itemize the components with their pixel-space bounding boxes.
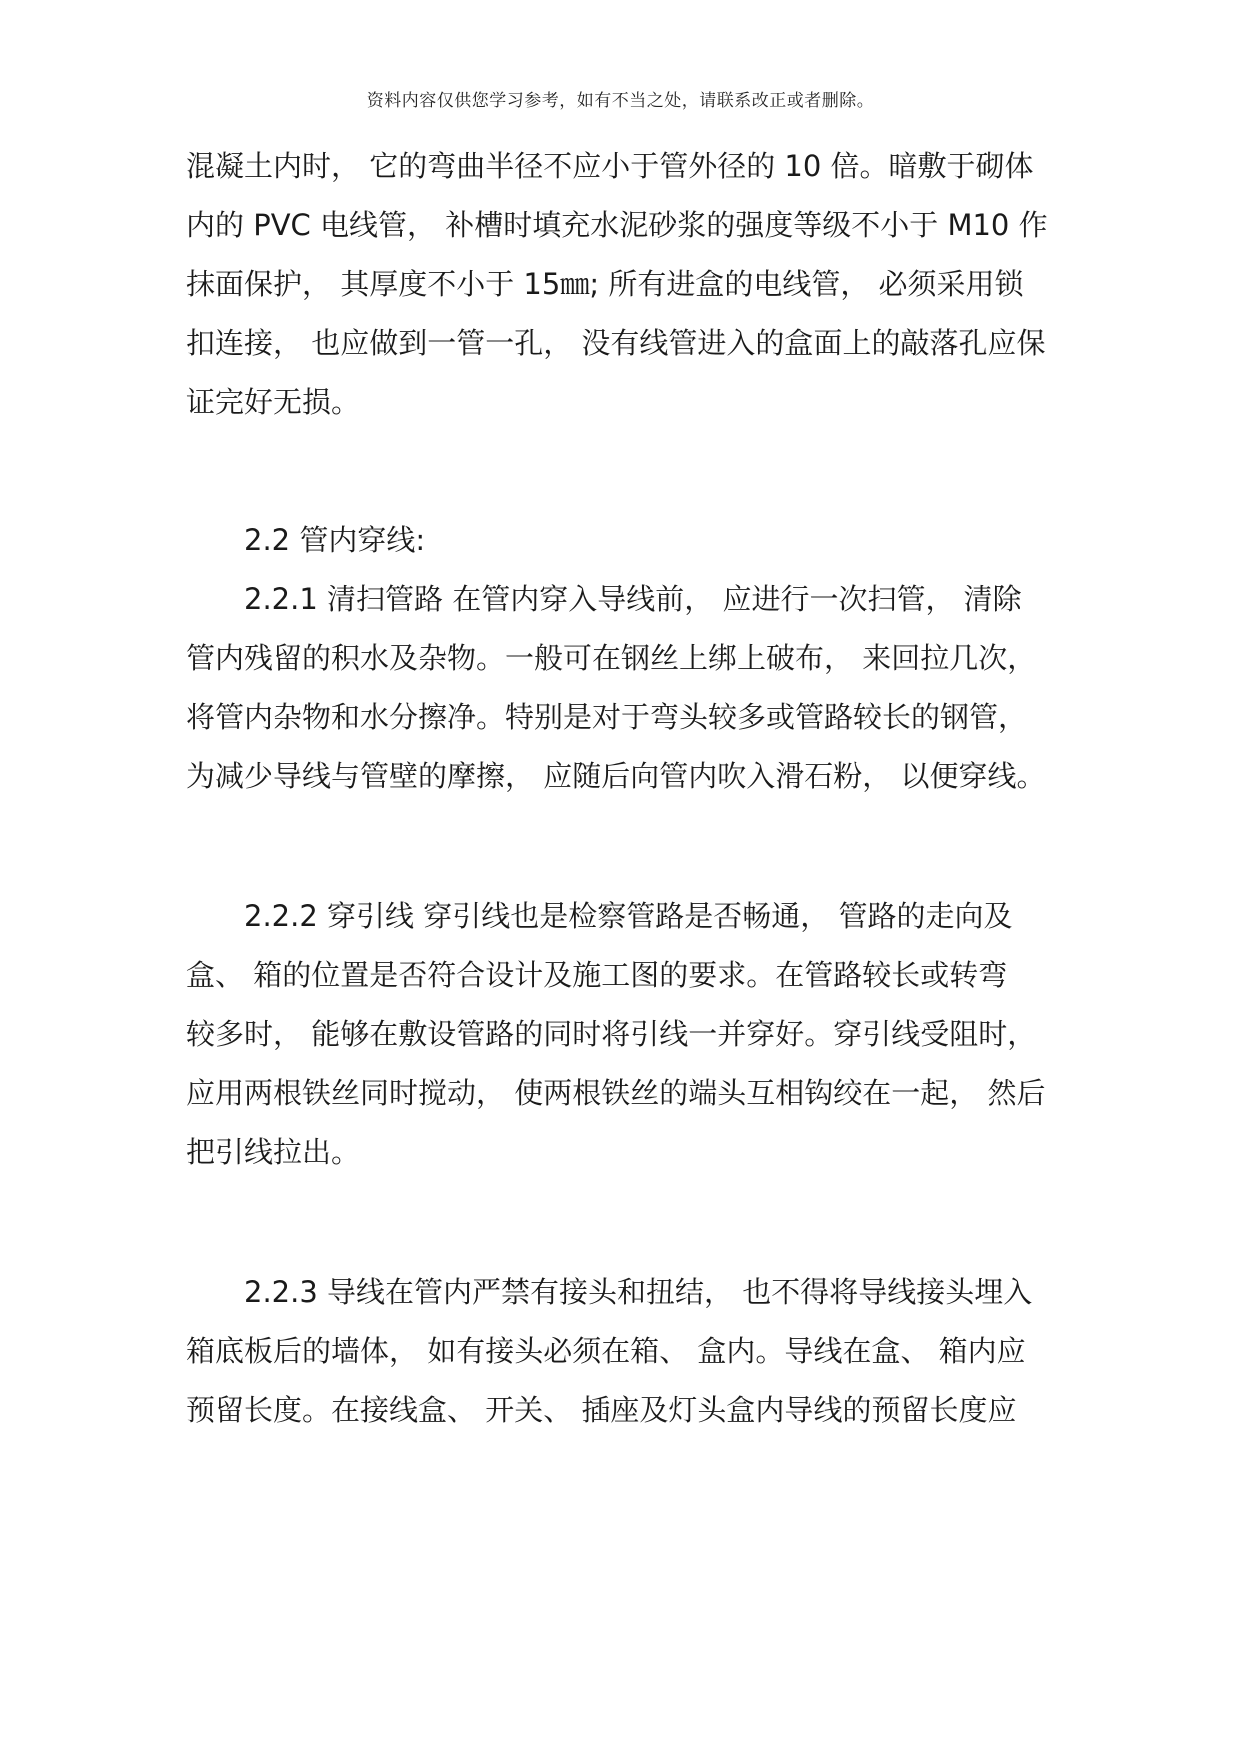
- paragraph-line: 将管内杂物和水分擦净。特别是对于弯头较多或管路较长的钢管，: [186, 700, 1028, 734]
- paragraph-line: 应用两根铁丝同时搅动， 使两根铁丝的端头互相钩绞在一起， 然后: [186, 1076, 1046, 1110]
- paragraph-line: 箱底板后的墙体， 如有接头必须在箱、 盒内。导线在盒、 箱内应: [186, 1334, 1026, 1368]
- paragraph-line: 盒、 箱的位置是否符合设计及施工图的要求。在管路较长或转弯: [186, 958, 1008, 992]
- header-disclaimer: 资料内容仅供您学习参考，如有不当之处，请联系改正或者删除。: [366, 91, 875, 111]
- paragraph-line: 较多时， 能够在敷设管路的同时将引线一并穿好。穿引线受阻时，: [186, 1017, 1037, 1051]
- paragraph-line: 证完好无损。: [186, 385, 361, 419]
- paragraph-line: 把引线拉出。: [186, 1135, 361, 1169]
- paragraph-line: 管内残留的积水及杂物。一般可在钢丝上绑上破布， 来回拉几次，: [186, 641, 1037, 675]
- paragraph-line: 混凝土内时， 它的弯曲半径不应小于管外径的 10 倍。暗敷于砌体: [186, 149, 1034, 183]
- paragraph-line: 预留长度。在接线盒、 开关、 插座及灯头盒内导线的预留长度应: [186, 1393, 1017, 1427]
- paragraph-line: 内的 PVC 电线管， 补槽时填充水泥砂浆的强度等级不小于 M10 作: [186, 208, 1048, 242]
- paragraph-line: 抹面保护， 其厚度不小于 15㎜; 所有进盒的电线管， 必须采用锁: [186, 267, 1024, 301]
- paragraph-line: 扣连接， 也应做到一管一孔， 没有线管进入的盒面上的敲落孔应保: [186, 326, 1046, 360]
- paragraph-line: 2.2.3 导线在管内严禁有接头和扭结， 也不得将导线接头埋入: [244, 1275, 1033, 1309]
- paragraph-line: 2.2.2 穿引线 穿引线也是检察管路是否畅通， 管路的走向及: [244, 899, 1013, 933]
- paragraph-line: 2.2.1 清扫管路 在管内穿入导线前， 应进行一次扫管， 清除: [244, 582, 1022, 616]
- section-heading: 2.2 管内穿线:: [244, 523, 426, 557]
- paragraph-line: 为减少导线与管壁的摩擦， 应随后向管内吹入滑石粉， 以便穿线。: [186, 759, 1046, 793]
